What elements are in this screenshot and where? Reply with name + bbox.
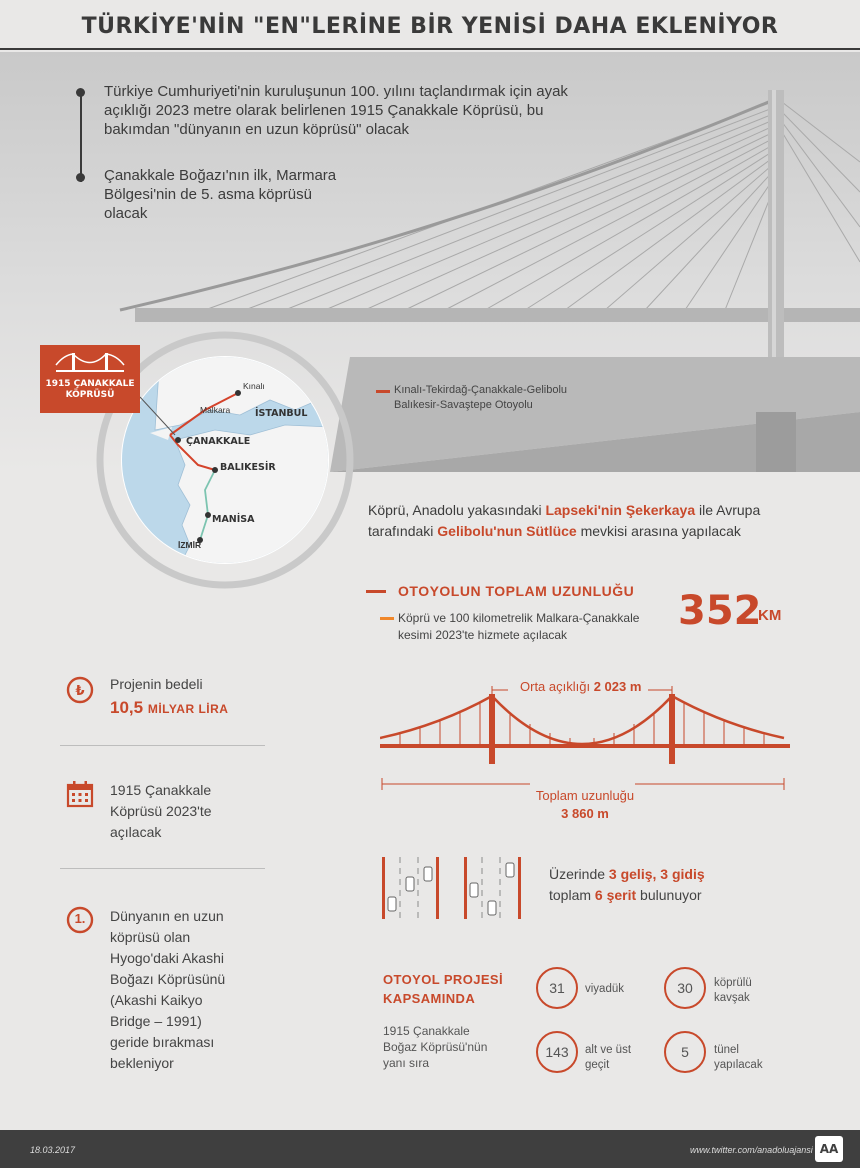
location-text: Köprü, Anadolu yakasındaki Lapseki'nin Şekerkaya ile Avrupa tarafındaki Gelibolu'nun Sütlüce mevkisi arasına yapılacak	[368, 502, 761, 539]
bullet-dot	[76, 88, 85, 97]
opening-text: 1915 Çanakkale Köprüsü 2023'te açılacak	[110, 782, 212, 840]
span-label: Orta açıklığı 2 023 m	[520, 679, 642, 694]
divider	[60, 868, 265, 869]
title-divider	[0, 48, 860, 50]
interchange-label: köprülü kavşak	[714, 977, 752, 1004]
map-label-kinali: Kınalı	[243, 381, 265, 391]
viaduct-label: viyadük	[585, 983, 624, 995]
highway-note: Köprü ve 100 kilometrelik Malkara-Çanakkale kesimi 2023'te hizmete açılacak	[398, 611, 640, 642]
tunnel-label: tünel yapılacak	[714, 1044, 763, 1071]
highway-line-orange	[380, 617, 394, 620]
page-title: TÜRKİYE'NİN "EN"LERİNE BİR YENİSİ DAHA EKLENİYOR	[81, 14, 779, 39]
footer-url[interactable]: www.twitter.com/anadoluajansi	[690, 1145, 813, 1155]
svg-text:₺: ₺	[75, 684, 85, 699]
lanes-text: Üzerinde 3 geliş, 3 gidiş toplam 6 şerit bulunuyor	[549, 866, 705, 903]
scope-heading: OTOYOL PROJESİ KAPSAMINDA	[383, 972, 503, 1006]
crossing-count: 143	[536, 1031, 578, 1073]
region-map	[120, 355, 330, 565]
highway-unit: KM	[758, 607, 782, 624]
first-place-icon-text: 1.	[74, 911, 86, 926]
footer-date: 18.03.2017	[30, 1145, 76, 1155]
lane-diagram	[378, 853, 528, 923]
divider	[60, 745, 265, 746]
cost-label: Projenin bedeli	[110, 676, 203, 692]
map-label-canakkale: ÇANAKKALE	[186, 436, 251, 447]
badge-pointer	[140, 395, 180, 440]
scope-note: 1915 Çanakkale Boğaz Köprüsü'nün yanı sıra	[383, 1024, 488, 1070]
aa-logo: AA	[815, 1136, 843, 1162]
total-length-value: 3 860 m	[561, 806, 609, 821]
tunnel-count: 5	[664, 1031, 706, 1073]
highway-heading: OTOYOLUN TOPLAM UZUNLUĞU	[398, 583, 635, 599]
crossing-label: alt ve üst geçit	[585, 1044, 632, 1071]
route-legend: Kınalı-Tekirdağ-Çanakkale-Gelibolu Balıkesir-Savaştepe Otoyolu	[394, 384, 568, 411]
viaduct-count: 31	[536, 967, 578, 1009]
intro-bullet-1: Türkiye Cumhuriyeti'nin kuruluşunun 100. yılını taçlandırmak için ayak açıklığı 2023 metre olarak belirlenen 1915 Çanakkale Köprüsü, bu bakımdan "dünyanın en uzun köprüsü" olacak	[104, 83, 568, 138]
timeline-line	[80, 92, 82, 182]
total-length-label: Toplam uzunluğu	[535, 788, 635, 803]
map-label-malkara: Malkara	[200, 405, 231, 415]
bullet-dot	[76, 173, 85, 182]
record-text: Dünyanın en uzun köprüsü olan Hyogo'daki Akashi Boğazı Köprüsünü (Akashi Kaikyo Bridge – 1991) geride bırakması bekleniyor	[110, 908, 226, 1071]
route-legend-swatch	[376, 390, 390, 393]
calendar-icon	[66, 780, 94, 808]
highway-line-red	[366, 590, 386, 593]
map-label-izmir: İZMİR	[178, 540, 202, 550]
map-label-istanbul: İSTANBUL	[255, 408, 308, 419]
map-label-balikesir: BALIKESİR	[220, 462, 276, 473]
intro-bullet-2: Çanakkale Boğazı'nın ilk, Marmara Bölgesi'nin de 5. asma köprüsü olacak	[104, 167, 337, 222]
suspension-bridge-icon	[54, 351, 126, 375]
highway-value: 352	[678, 588, 762, 634]
cost-value-line: 10,5 MİLYAR LİRA	[110, 698, 229, 717]
bridge-badge: 1915 ÇANAKKALE KÖPRÜSÜ	[40, 345, 140, 413]
interchange-count: 30	[664, 967, 706, 1009]
map-label-manisa: MANİSA	[212, 514, 255, 525]
lira-icon	[66, 676, 94, 704]
suspension-bridge-diagram	[380, 680, 790, 790]
